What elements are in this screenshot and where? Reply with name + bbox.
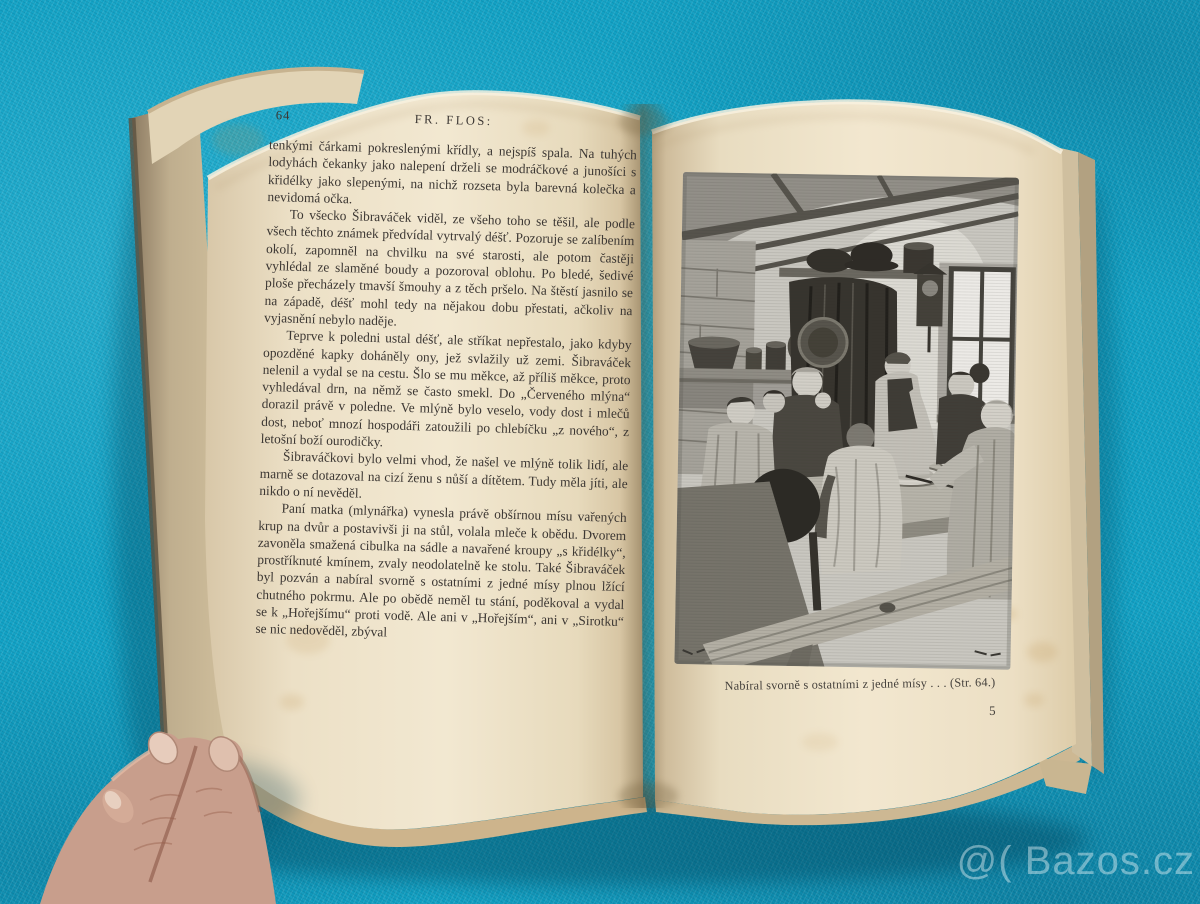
illustration-hatching <box>674 172 1019 670</box>
paragraph: tenkými čárkami pokreslenými křídly, a nejspíš spala. Na tuhých lodyhách čekanky jako nalepení drželi se modráčkové a junošíci s křidélky jako slepenými, na nichž rozseta byla barevná kolečka a nevidomá očka. <box>267 136 638 207</box>
right-page-number: 5 <box>988 702 996 719</box>
illustration-caption: Nabíral svorně s ostatními z jedné mísy . . . (Str. 64.) <box>724 675 996 693</box>
gutter-bottom-shadow <box>618 782 678 810</box>
left-page <box>255 108 638 648</box>
paragraph: Teprve k poledni ustal déšť, ale stříkat nepřestalo, jako kdyby opozděné kapky doháněly ony, jež svlažily už zemi. Šibraváček nelenil a vydal se na cestu. Šlo se mu měkce, až příliš měkce, proto vyhledával drn, na němž se často smekl. Do „Červeného mlýna“ dorazil právě v poledne. Ve mlýně bylo veselo, vody dost i mlečů dost, neboť mnozí hospodáři zatoužili po chlebíčku „z nového“, z letošní boží ourodičky. <box>260 327 632 450</box>
left-page-number: 64 <box>275 108 291 123</box>
paragraph: Paní matka (mlynářka) vynesla právě obšírnou mísu vařených krup na dvůr a postavivši ji na stůl, volala mleče k obědu. Dvorem zavoněla smažená cibulka na sádle a navařené kroupy „s křidélky“, prostříknuté kmínem, zvaly neodolatelně ke stolu. Také Šibraváček byl pozván a nabíral svorně s ostatními z jedné mísy plnou lžící chutného pokrmu. Ale po obědě neměl tu stání, poděkoval a vydal se k „Hořejšímu“ proti vodě. Ale ani v „Hořejším“, ani v „Sirotku“ se nic nedověděl, zbýval <box>255 500 627 640</box>
left-page-body-text <box>255 136 637 648</box>
paragraph: To všecko Šibraváček viděl, ze všeho toho se těšil, ale podle všech těchto známek předvídal vytrvalý déšť. Pozoruje se zalíbením okolí, zapomněl na chvilku na své starosti, ale potom častěji vyhlédal ze slaměné boudy a pozoroval oblohu. Po bledé, šedivé ploše přecházely tmavší šmouhy a z těch pršelo. Na štěstí jasnilo se na západě, déšť mohl tedy na nějakou dobu přestati, ačkoliv na vyjasnění nebylo naděje. <box>263 206 636 329</box>
paragraph: Šibraváčkovi bylo velmi vhod, že našel ve mlýně tolik lidí, ale marně se dotazoval na cizí ženu s nůší a dítětem. Tudy měla jíti, ale nikdo o ní nevěděl. <box>259 448 629 501</box>
illustration <box>674 172 1019 678</box>
running-header: FR. FLOS: <box>414 112 493 129</box>
watermark: @( Bazos.cz <box>956 839 1195 883</box>
header-spacer <box>590 128 632 129</box>
right-cover-corner <box>1038 758 1092 794</box>
